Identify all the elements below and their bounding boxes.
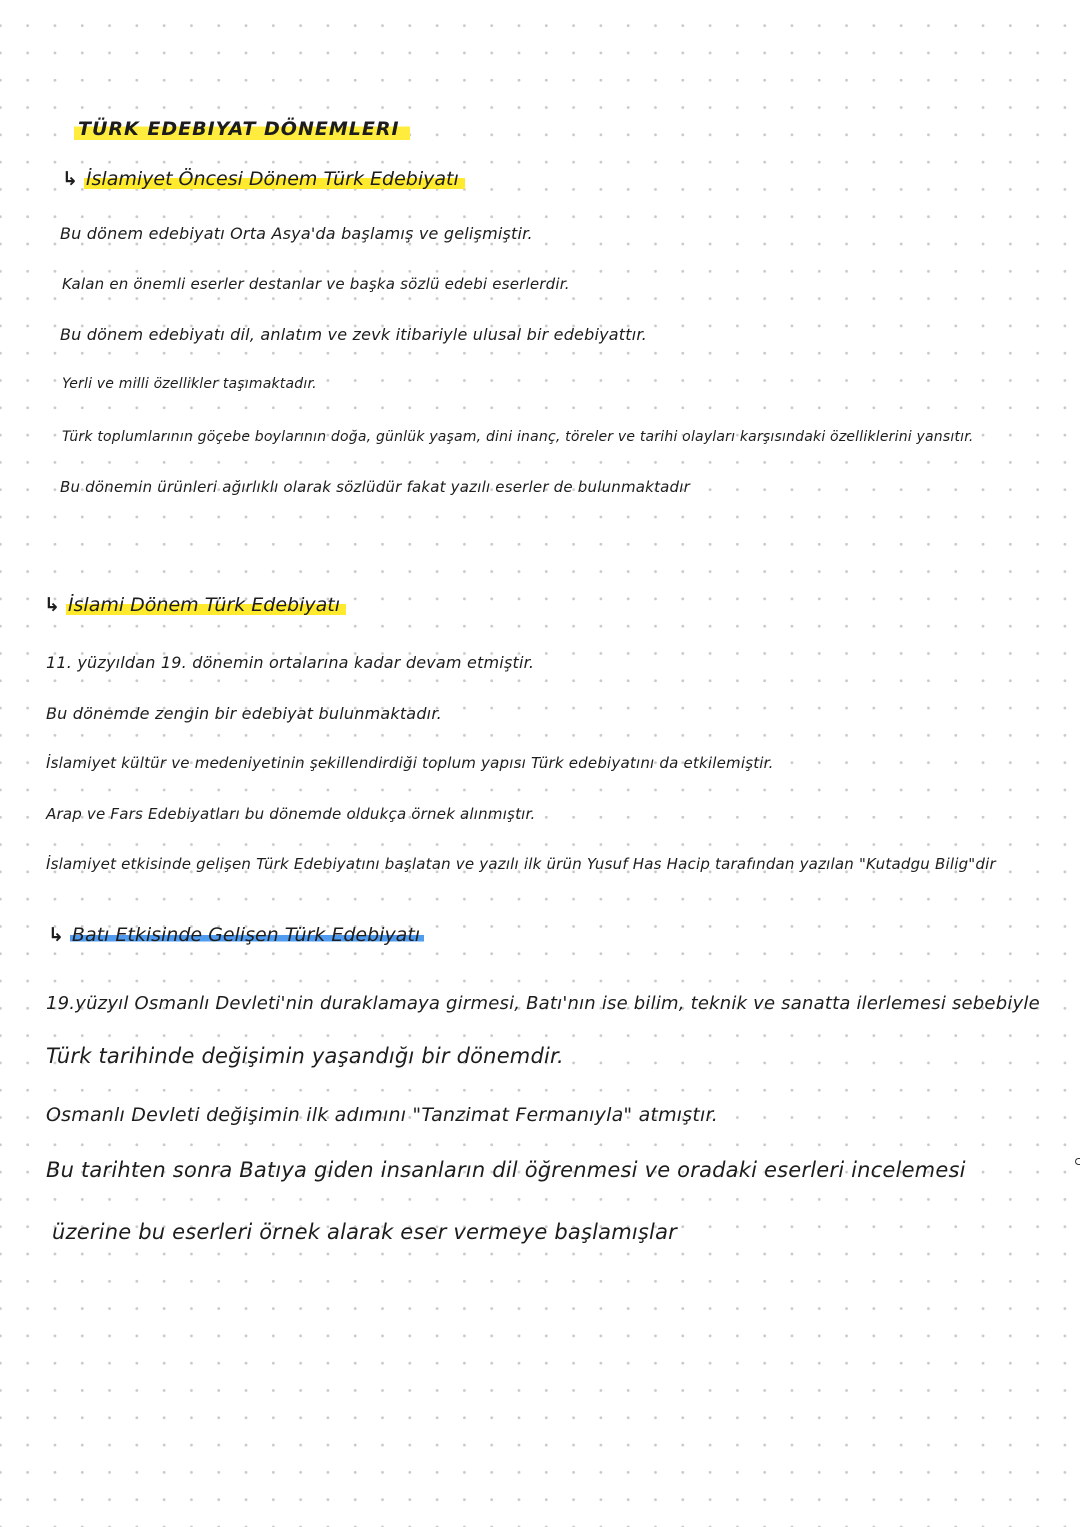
- text-line: Türk toplumlarının göçebe boylarının doğa, günlük yaşam, dini inanç, töreler ve tarihi olayları karşısındaki özelliklerini yansıtır.: [62, 429, 974, 445]
- text-line: Bu dönemde zengin bir edebiyat bulunmaktadır.: [46, 704, 442, 723]
- text-line: Kalan en önemli eserler destanlar ve başka sözlü edebi eserlerdir.: [62, 275, 570, 293]
- text-line: Türk tarihinde değişimin yaşandığı bir dönemdir.: [46, 1044, 564, 1068]
- arrow-icon: ↳: [62, 168, 78, 190]
- text-line: Bu tarihten sonra Batıya giden insanların dil öğrenmesi ve oradaki eserleri incelemesi: [46, 1158, 966, 1182]
- text-line: 11. yüzyıldan 19. dönemin ortalarına kadar devam etmiştir.: [46, 653, 535, 672]
- text-line: üzerine bu eserleri örnek alarak eser vermeye başlamışlar: [52, 1220, 677, 1244]
- section-heading-text: Batı Etkisinde Gelişen Türk Edebiyatı: [70, 924, 424, 946]
- text-line: Bu dönem edebiyatı Orta Asya'da başlamış ve gelişmiştir.: [60, 224, 533, 243]
- arrow-icon: ↳: [48, 924, 64, 946]
- section-heading-bati-etkisinde: [48, 924, 424, 946]
- text-line: Arap ve Fars Edebiyatları bu dönemde oldukça örnek alınmıştır.: [46, 805, 536, 823]
- section-heading-islami-donem: [44, 594, 346, 616]
- text-line: Bu dönem edebiyatı dil, anlatım ve zevk itibariyle ulusal bir edebiyattır.: [60, 325, 647, 344]
- text-line: Osmanlı Devleti değişimin ilk adımını "Tanzimat Fermanıyla" atmıştır.: [46, 1104, 718, 1126]
- text-line: İslamiyet etkisinde gelişen Türk Edebiyatını başlatan ve yazılı ilk ürün Yusuf Has Hacip tarafından yazılan "Kutadgu Bilig"dir: [46, 855, 996, 873]
- section-heading-text: İslami Dönem Türk Edebiyatı: [66, 594, 346, 616]
- text-line: İslamiyet kültür ve medeniyetinin şekillendirdiği toplum yapısı Türk edebiyatını da etkilemiştir.: [46, 754, 774, 772]
- section-heading-text: İslamiyet Öncesi Dönem Türk Edebiyatı: [84, 168, 465, 190]
- text-line: Yerli ve milli özellikler taşımaktadır.: [62, 376, 317, 392]
- arrow-icon: ↳: [44, 594, 60, 616]
- page-title: TÜRK EDEBIYAT DÖNEMLERI: [74, 116, 410, 142]
- page-edge-mark: [1075, 1158, 1080, 1165]
- text-line: Bu dönemin ürünleri ağırlıklı olarak sözlüdür fakat yazılı eserler de bulunmaktadır: [60, 478, 690, 496]
- text-line: 19.yüzyıl Osmanlı Devleti'nin duraklamaya girmesi, Batı'nın ise bilim, teknik ve sanatta ilerlemesi sebebiyle: [46, 993, 1040, 1014]
- section-heading-islamiyet-oncesi: [62, 168, 465, 190]
